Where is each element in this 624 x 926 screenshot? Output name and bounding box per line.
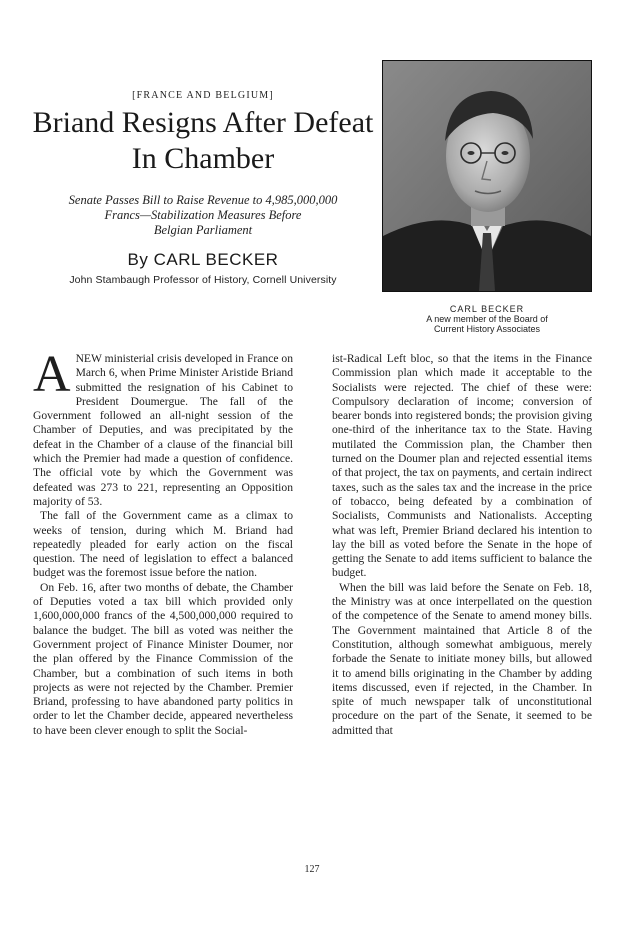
subtitle-line-1: Senate Passes Bill to Raise Revenue to 4,985,000,000 — [68, 193, 338, 207]
title-line-1: Briand Resigns After Defeat — [32, 106, 374, 139]
article-heading — [28, 90, 378, 286]
title-line-2: In Chamber — [131, 142, 275, 175]
author-portrait — [382, 60, 592, 292]
subtitle-line-2: Francs—Stabilization Measures Before — [104, 208, 302, 222]
author-affiliation: John Stambaugh Professor of History, Cornell University — [69, 274, 337, 286]
page-number: 127 — [304, 864, 320, 875]
body-column-right — [332, 352, 592, 738]
caption-name: CARL BECKER — [449, 304, 525, 314]
body-column-left — [33, 346, 293, 738]
article-subtitle — [28, 193, 378, 238]
caption-line-2: Current History Associates — [433, 324, 541, 334]
byline: By CARL BECKER — [127, 250, 279, 269]
caption-line-1: A new member of the Board of — [426, 314, 548, 324]
paragraph: On Feb. 16, after two months of debate, the Chamber of Deputies voted a tax bill which provided only 1,600,000,000 francs of the 4,500,000,000 required to balance the budget. The bill as voted was neither the Government project of Finance Minister Doumer, nor the plan offered by the Finance Commission of the Chamber, but a combination of such items in both projects as were not rejected by the Chamber. Premier Briand, professing to have abandoned party politics in order to let the Chamber decide, appeared nevertheless to have been clever enough to split the Social- — [33, 580, 293, 737]
paragraph: When the bill was laid before the Senate on Feb. 18, the Ministry was at once interpellated on the question of the competence of the Senate to amend money bills. The Government maintained that Article 8 of the Constitution, although somewhat ambiguous, merely forbade the Senate to initiate money bills, but allowed it to amend bills originating in the Chamber by adding items discussed, even if rejected, in the Chamber. In spite of much newspaper talk of unconstitutional procedure on the part of the Senate, it seemed to be admitted that — [332, 580, 592, 737]
paragraph: The fall of the Government came as a climax to weeks of tension, during which M. Briand had repeatedly pleaded for early action on the fiscal question. The need of legislation to effect a balanced budget was the foremost issue before the nation. — [33, 509, 293, 580]
article-title — [28, 105, 378, 177]
paragraph — [33, 346, 293, 509]
section-label: [FRANCE AND BELGIUM] — [132, 90, 274, 101]
drop-cap: A — [33, 346, 71, 403]
paragraph: ist-Radical Left bloc, so that the items in the Finance Commission plan which made it acceptable to the Socialists were rejected. The chief of these were: Compulsory declaration of income; conversion of bearer bonds into registered bonds; the provision giving one-third of the inheritance tax to the State. Having mutilated the Commission plan, the Chamber then turned on the Doumer plan and rejected essential items of that project, the tax on payments, and certain indirect taxes, such as the sales tax and the increase in the price of tobacco, being defeated by a combination of Socialists, Communists and Nationalists. Accepting what was left, Premier Briand declared his intention to lay the bill as voted before the Senate in the hope of getting the Senate to add items sufficient to balance the budget. — [332, 352, 592, 580]
portrait-caption — [376, 304, 598, 334]
paragraph-text: NEW ministerial crisis developed in France on March 6, when Prime Minister Aristide Briand submitted the resignation of his Cabinet to President Doumergue. The fall of the Government followed an all-night session of the Chamber of Deputies, and was precipitated by the defeat in the Chamber of a clause of the financial bill which the Premier had made a question of confidence. The official vote by which the Government was defeated was 273 to 221, representing an Opposition majority of 53. — [33, 352, 293, 508]
portrait-photo — [383, 61, 591, 291]
subtitle-line-3: Belgian Parliament — [153, 223, 253, 237]
